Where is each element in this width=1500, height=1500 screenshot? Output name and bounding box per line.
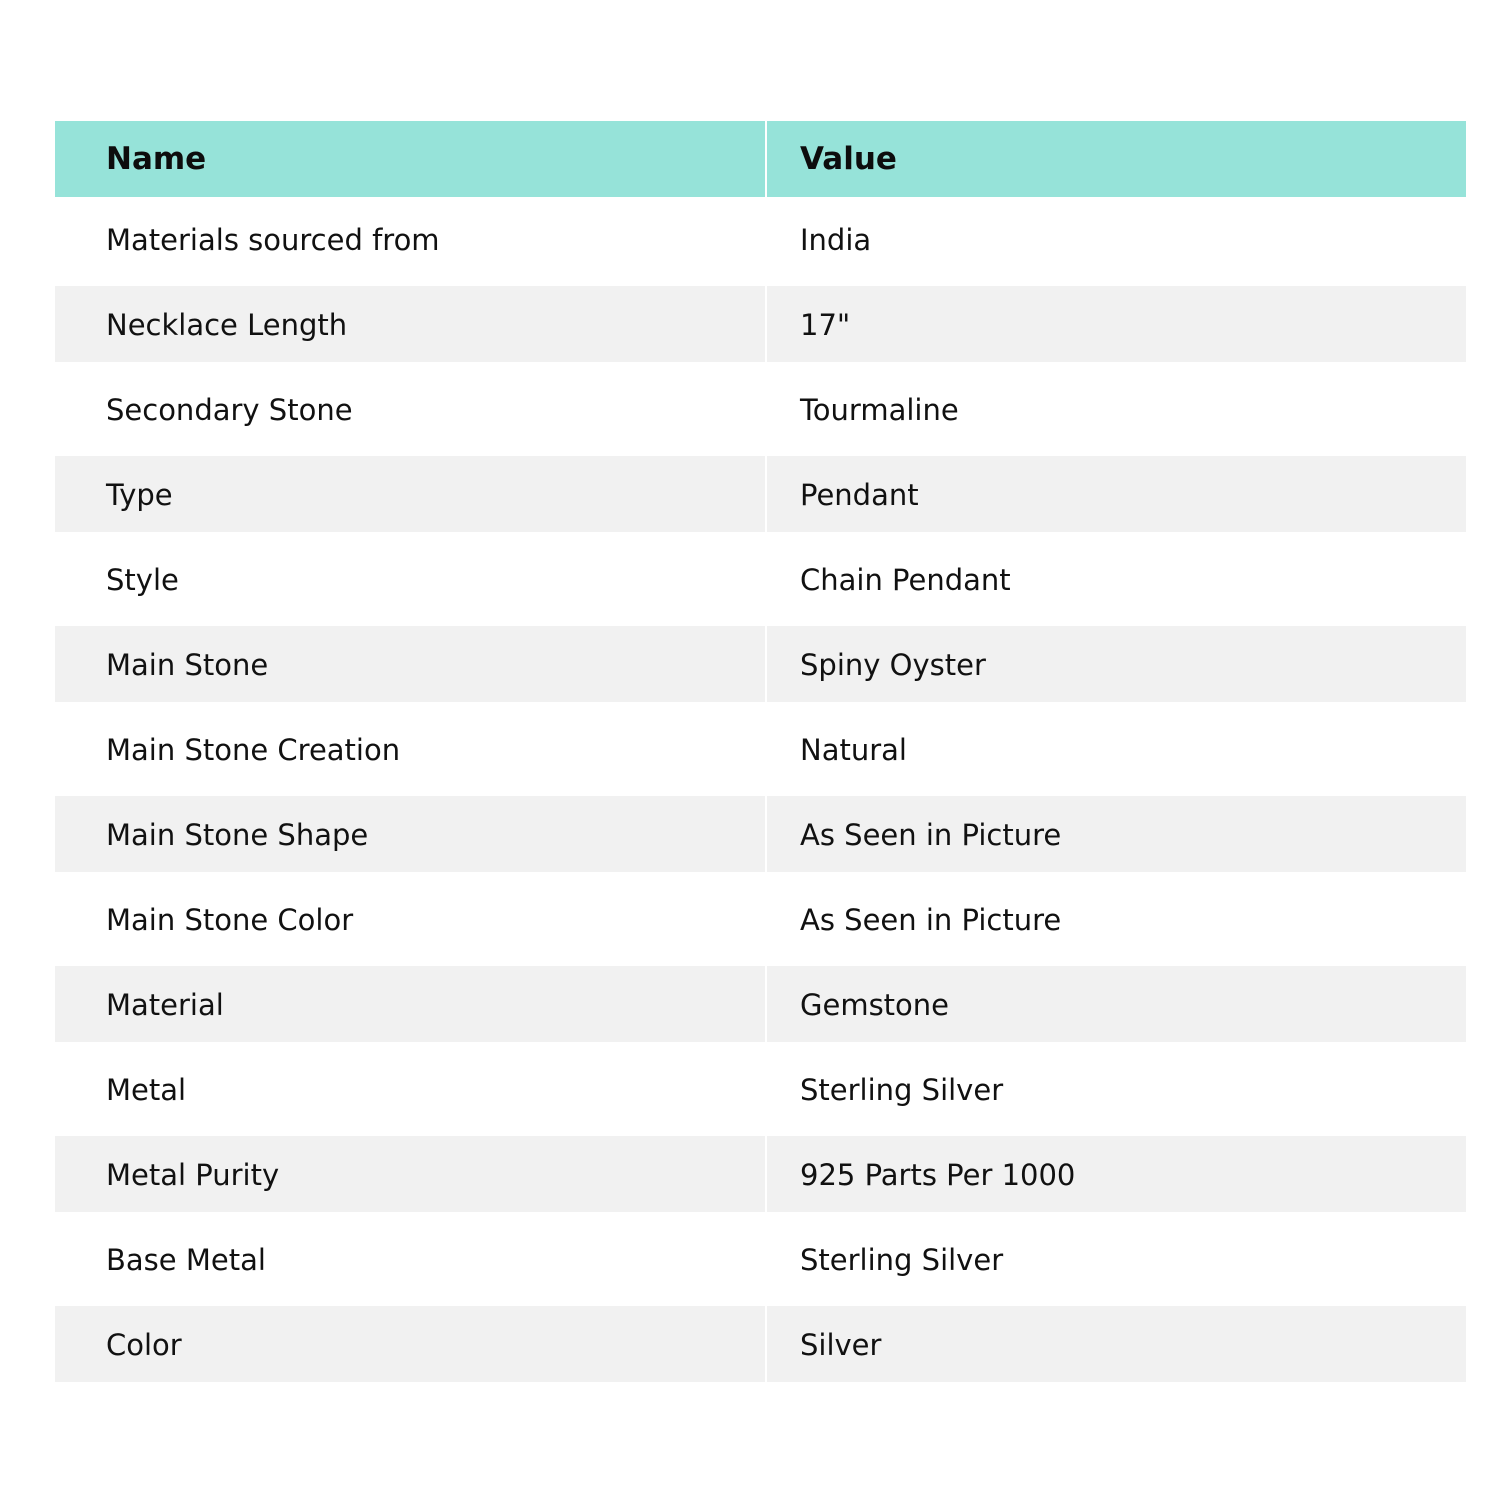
row-name: Material <box>55 962 766 1047</box>
row-value: Sterling Silver <box>766 1217 1466 1302</box>
row-name: Materials sourced from <box>106 222 440 257</box>
header-row <box>55 121 1466 197</box>
row-name: Type <box>55 452 766 537</box>
table-body <box>55 197 1466 1387</box>
table-row <box>55 282 1466 367</box>
row-name: Main Stone <box>55 622 766 707</box>
spec-table <box>55 121 1466 1387</box>
row-name: Metal Purity <box>55 1132 766 1217</box>
table-row <box>55 367 1466 452</box>
table-row <box>55 452 1466 537</box>
row-name: Main Stone Color <box>106 902 354 937</box>
row-name: Main Stone Creation <box>106 732 401 767</box>
row-name: Main Stone Shape <box>55 792 766 877</box>
row-name: Metal <box>106 1072 187 1107</box>
table-row <box>55 962 1466 1047</box>
row-value: As Seen in Picture <box>766 877 1466 962</box>
table-header <box>55 121 1466 197</box>
table-row <box>55 1132 1466 1217</box>
table-row <box>55 792 1466 877</box>
header-name: Name <box>55 121 766 197</box>
row-value: Chain Pendant <box>766 537 1466 622</box>
row-value: Silver <box>766 1302 1466 1387</box>
header-value: Value <box>766 121 1466 197</box>
table-row <box>55 707 1466 792</box>
row-name: Base Metal <box>106 1242 266 1277</box>
table-row <box>55 1047 1466 1132</box>
row-value: Natural <box>766 707 1466 792</box>
table-row <box>55 197 1466 282</box>
table-row <box>55 1302 1466 1387</box>
row-name: Necklace Length <box>55 282 766 367</box>
table-row <box>55 537 1466 622</box>
row-value: Tourmaline <box>766 367 1466 452</box>
row-name: Color <box>55 1302 766 1387</box>
row-name: Style <box>106 562 179 597</box>
row-value: Spiny Oyster <box>766 622 1466 707</box>
row-name: Secondary Stone <box>106 392 353 427</box>
row-value: 925 Parts Per 1000 <box>766 1132 1466 1217</box>
table-row <box>55 622 1466 707</box>
row-value: 17" <box>766 282 1466 367</box>
row-value: Gemstone <box>766 962 1466 1047</box>
table-row <box>55 877 1466 962</box>
table-row <box>55 1217 1466 1302</box>
row-value: As Seen in Picture <box>766 792 1466 877</box>
row-value: Sterling Silver <box>766 1047 1466 1132</box>
row-value: India <box>766 197 1466 282</box>
row-value: Pendant <box>766 452 1466 537</box>
